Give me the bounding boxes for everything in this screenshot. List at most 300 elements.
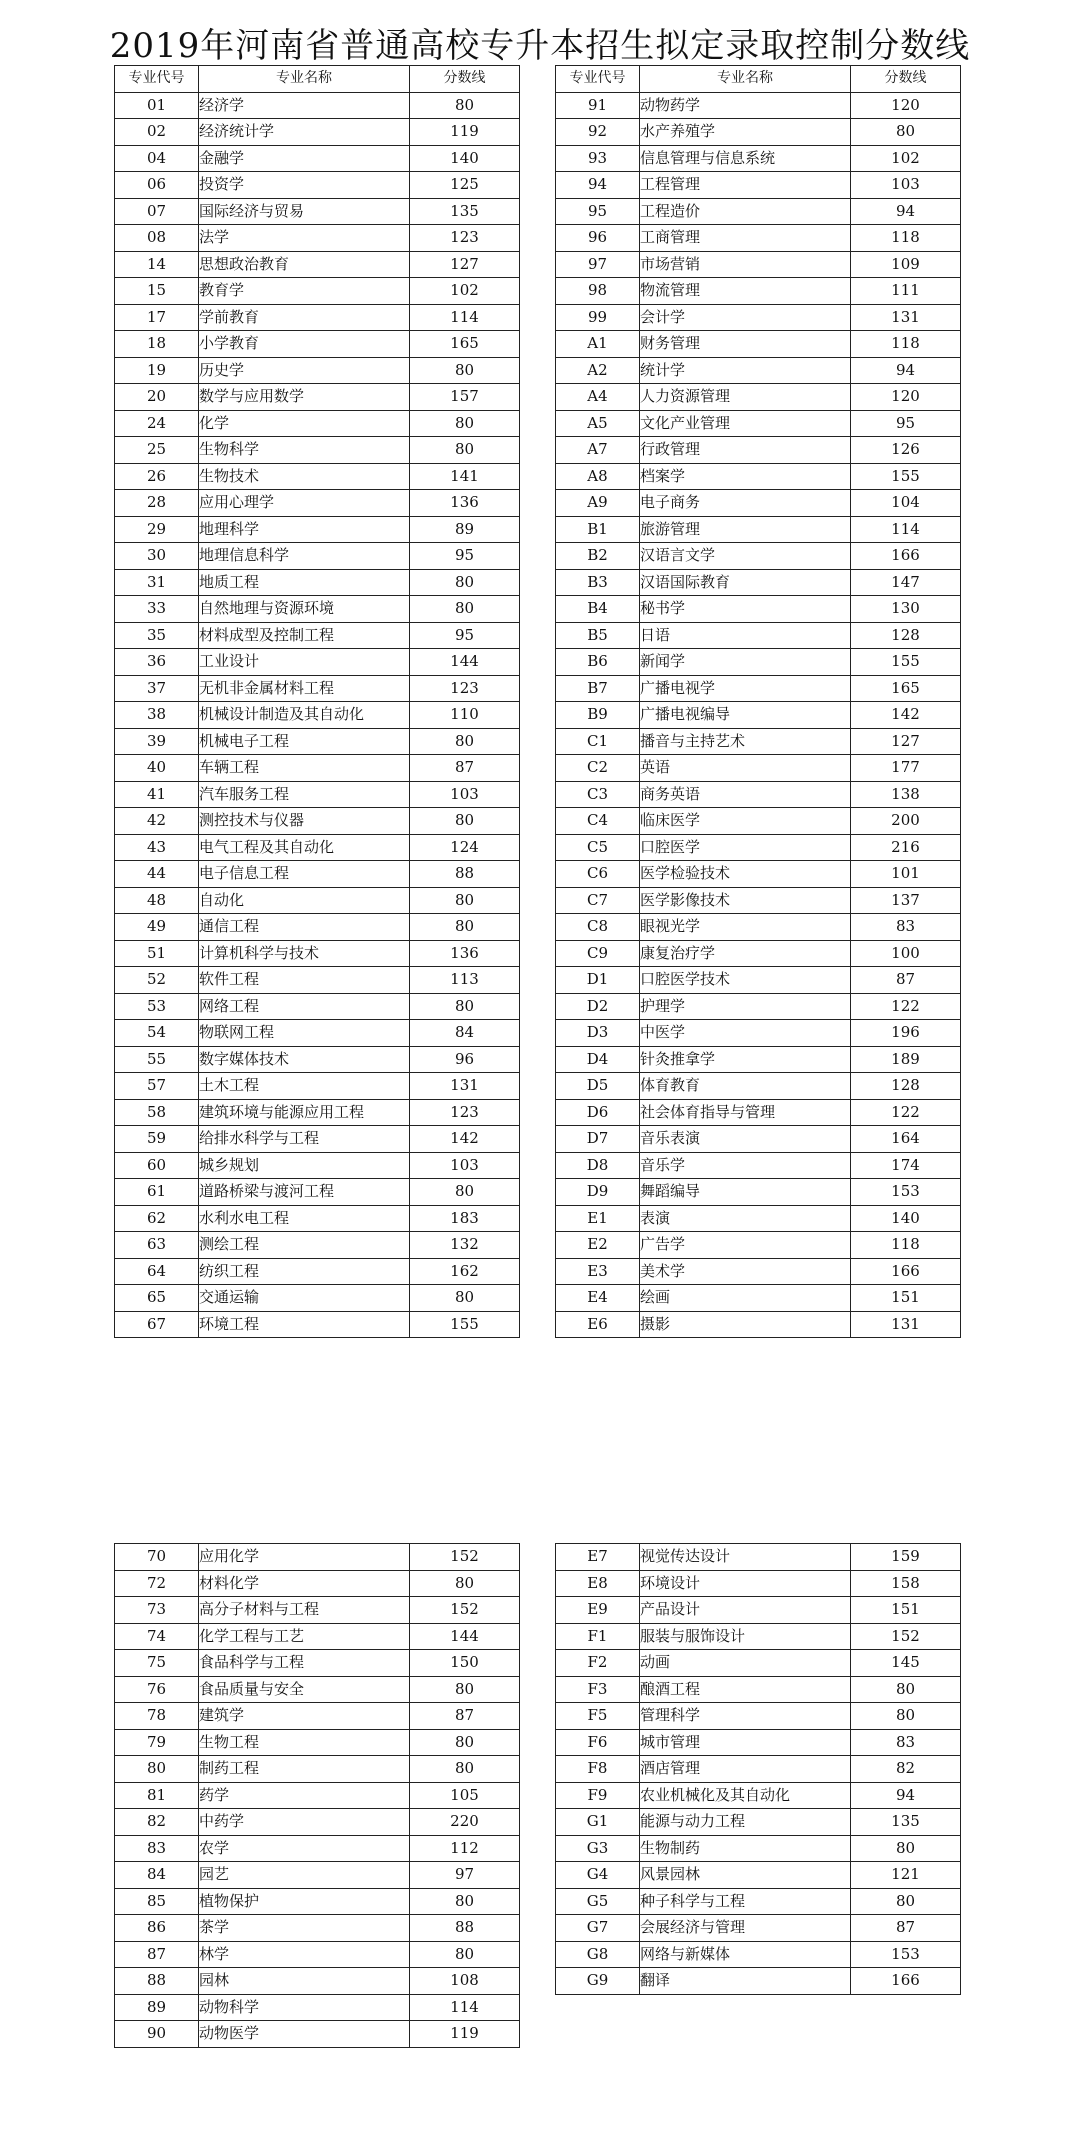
score-cell: 95	[410, 622, 520, 649]
major-code-cell: G3	[556, 1835, 640, 1862]
score-cell: 100	[851, 940, 961, 967]
major-code-cell: B6	[556, 649, 640, 676]
major-name-cell: 化学	[199, 410, 410, 437]
major-code-cell: 94	[556, 172, 640, 199]
table-row	[115, 1544, 520, 1571]
major-name-cell: 药学	[199, 1782, 410, 1809]
table-row	[115, 1597, 520, 1624]
major-code-cell: C5	[556, 834, 640, 861]
major-name-cell: 车辆工程	[199, 755, 410, 782]
major-name-cell: 绘画	[640, 1285, 851, 1312]
table-row	[115, 543, 520, 570]
major-code-cell: F6	[556, 1729, 640, 1756]
table-row	[115, 1809, 520, 1836]
major-code-cell: 82	[115, 1809, 199, 1836]
major-code-cell: D4	[556, 1046, 640, 1073]
major-code-cell: E6	[556, 1311, 640, 1338]
table-row	[115, 490, 520, 517]
score-cell: 87	[410, 755, 520, 782]
table-row	[556, 1809, 961, 1836]
score-cell: 87	[851, 1915, 961, 1942]
major-code-cell: 81	[115, 1782, 199, 1809]
score-cell: 166	[851, 1258, 961, 1285]
major-code-cell: 90	[115, 2021, 199, 2048]
score-cell: 80	[410, 596, 520, 623]
score-cell: 108	[410, 1968, 520, 1995]
table-row	[556, 1126, 961, 1153]
major-code-cell: A4	[556, 384, 640, 411]
major-code-cell: B5	[556, 622, 640, 649]
major-name-cell: 生物制药	[640, 1835, 851, 1862]
major-name-cell: 生物科学	[199, 437, 410, 464]
major-code-cell: 91	[556, 92, 640, 119]
score-cell: 144	[410, 649, 520, 676]
score-cell: 119	[410, 119, 520, 146]
major-code-cell: E2	[556, 1232, 640, 1259]
major-name-cell: 中药学	[199, 1809, 410, 1836]
major-name-cell: 酒店管理	[640, 1756, 851, 1783]
major-name-cell: 眼视光学	[640, 914, 851, 941]
major-name-cell: 测绘工程	[199, 1232, 410, 1259]
major-code-cell: G7	[556, 1915, 640, 1942]
major-code-cell: G9	[556, 1968, 640, 1995]
score-cell: 189	[851, 1046, 961, 1073]
major-name-cell: 会展经济与管理	[640, 1915, 851, 1942]
table-row	[556, 622, 961, 649]
score-cell: 80	[410, 357, 520, 384]
score-cell: 84	[410, 1020, 520, 1047]
major-code-cell: 59	[115, 1126, 199, 1153]
score-cell: 144	[410, 1623, 520, 1650]
table-row	[115, 728, 520, 755]
score-cell: 82	[851, 1756, 961, 1783]
major-name-cell: 农学	[199, 1835, 410, 1862]
table-row	[115, 1073, 520, 1100]
table-row	[115, 781, 520, 808]
header-score: 分数线	[410, 66, 520, 93]
major-name-cell: 酿酒工程	[640, 1676, 851, 1703]
major-code-cell: 72	[115, 1570, 199, 1597]
table-row	[556, 940, 961, 967]
table-row	[115, 1020, 520, 1047]
table-row	[556, 1756, 961, 1783]
major-name-cell: 日语	[640, 622, 851, 649]
major-code-cell: E1	[556, 1205, 640, 1232]
table-row	[115, 1311, 520, 1338]
major-code-cell: G5	[556, 1888, 640, 1915]
score-cell: 80	[410, 410, 520, 437]
major-code-cell: 60	[115, 1152, 199, 1179]
table-row	[556, 516, 961, 543]
major-code-cell: 14	[115, 251, 199, 278]
major-name-cell: 数学与应用数学	[199, 384, 410, 411]
table-row	[556, 1179, 961, 1206]
major-code-cell: 38	[115, 702, 199, 729]
major-name-cell: 园艺	[199, 1862, 410, 1889]
major-name-cell: 环境设计	[640, 1570, 851, 1597]
major-code-cell: C7	[556, 887, 640, 914]
major-name-cell: 统计学	[640, 357, 851, 384]
score-cell: 123	[410, 1099, 520, 1126]
table-row	[115, 1099, 520, 1126]
major-code-cell: 96	[556, 225, 640, 252]
score-cell: 101	[851, 861, 961, 888]
major-name-cell: 学前教育	[199, 304, 410, 331]
table-row	[115, 1941, 520, 1968]
score-cell: 95	[410, 543, 520, 570]
major-name-cell: 交通运输	[199, 1285, 410, 1312]
table-row	[556, 198, 961, 225]
score-cell: 138	[851, 781, 961, 808]
table-row	[556, 1152, 961, 1179]
major-name-cell: 食品质量与安全	[199, 1676, 410, 1703]
score-cell: 130	[851, 596, 961, 623]
major-name-cell: 医学检验技术	[640, 861, 851, 888]
score-cell: 152	[410, 1544, 520, 1571]
table-row	[556, 172, 961, 199]
score-cell: 125	[410, 172, 520, 199]
table-row	[115, 92, 520, 119]
table-row	[115, 1285, 520, 1312]
table-row	[556, 1046, 961, 1073]
score-cell: 103	[410, 781, 520, 808]
table-row	[115, 1126, 520, 1153]
major-name-cell: 能源与动力工程	[640, 1809, 851, 1836]
score-cell: 174	[851, 1152, 961, 1179]
header-code: 专业代号	[556, 66, 640, 93]
major-code-cell: 98	[556, 278, 640, 305]
major-code-cell: 93	[556, 145, 640, 172]
score-cell: 121	[851, 1862, 961, 1889]
major-code-cell: D8	[556, 1152, 640, 1179]
table-row	[556, 649, 961, 676]
score-cell: 123	[410, 675, 520, 702]
score-cell: 140	[410, 145, 520, 172]
page-title: 2019年河南省普通高校专升本招生拟定录取控制分数线	[109, 26, 971, 66]
score-cell: 141	[410, 463, 520, 490]
major-name-cell: 会计学	[640, 304, 851, 331]
score-cell: 80	[851, 1703, 961, 1730]
table-row	[556, 1888, 961, 1915]
table-row	[115, 649, 520, 676]
score-cell: 80	[410, 569, 520, 596]
score-cell: 114	[410, 304, 520, 331]
table-row	[115, 331, 520, 358]
table-row	[556, 1862, 961, 1889]
major-name-cell: 社会体育指导与管理	[640, 1099, 851, 1126]
score-cell: 114	[851, 516, 961, 543]
table-row	[115, 1862, 520, 1889]
major-code-cell: 43	[115, 834, 199, 861]
major-name-cell: 文化产业管理	[640, 410, 851, 437]
major-code-cell: C9	[556, 940, 640, 967]
major-name-cell: 建筑环境与能源应用工程	[199, 1099, 410, 1126]
major-name-cell: 中医学	[640, 1020, 851, 1047]
major-code-cell: 42	[115, 808, 199, 835]
major-code-cell: E7	[556, 1544, 640, 1571]
score-cell: 80	[410, 1570, 520, 1597]
major-code-cell: 39	[115, 728, 199, 755]
major-name-cell: 体育教育	[640, 1073, 851, 1100]
table-row	[115, 384, 520, 411]
table-header-row	[115, 66, 520, 93]
table-row	[115, 993, 520, 1020]
score-cell: 153	[851, 1941, 961, 1968]
score-cell: 109	[851, 251, 961, 278]
major-name-cell: 无机非金属材料工程	[199, 675, 410, 702]
major-name-cell: 舞蹈编导	[640, 1179, 851, 1206]
major-code-cell: 99	[556, 304, 640, 331]
score-cell: 147	[851, 569, 961, 596]
score-cell: 132	[410, 1232, 520, 1259]
major-name-cell: 广播电视学	[640, 675, 851, 702]
table-row	[556, 410, 961, 437]
major-code-cell: C8	[556, 914, 640, 941]
score-cell: 128	[851, 622, 961, 649]
major-code-cell: F9	[556, 1782, 640, 1809]
score-cell: 102	[851, 145, 961, 172]
score-cell: 200	[851, 808, 961, 835]
table-row	[115, 437, 520, 464]
score-cell: 142	[410, 1126, 520, 1153]
major-code-cell: 57	[115, 1073, 199, 1100]
major-name-cell: 农业机械化及其自动化	[640, 1782, 851, 1809]
major-code-cell: B7	[556, 675, 640, 702]
table-row	[556, 384, 961, 411]
score-cell: 131	[851, 1311, 961, 1338]
score-cell: 150	[410, 1650, 520, 1677]
major-name-cell: 服装与服饰设计	[640, 1623, 851, 1650]
table-row	[115, 1756, 520, 1783]
score-cell: 103	[851, 172, 961, 199]
score-cell: 220	[410, 1809, 520, 1836]
score-cell: 113	[410, 967, 520, 994]
major-name-cell: 材料成型及控制工程	[199, 622, 410, 649]
major-name-cell: 生物工程	[199, 1729, 410, 1756]
major-code-cell: 48	[115, 887, 199, 914]
table-row	[556, 1285, 961, 1312]
table-row	[115, 2021, 520, 2048]
score-cell: 157	[410, 384, 520, 411]
major-name-cell: 环境工程	[199, 1311, 410, 1338]
table-row	[556, 1544, 961, 1571]
major-name-cell: 临床医学	[640, 808, 851, 835]
major-name-cell: 市场营销	[640, 251, 851, 278]
score-cell: 88	[410, 861, 520, 888]
major-name-cell: 物联网工程	[199, 1020, 410, 1047]
major-code-cell: D3	[556, 1020, 640, 1047]
major-code-cell: 02	[115, 119, 199, 146]
score-cell: 83	[851, 914, 961, 941]
table-row	[556, 225, 961, 252]
table-row	[556, 755, 961, 782]
major-name-cell: 给排水科学与工程	[199, 1126, 410, 1153]
major-code-cell: C6	[556, 861, 640, 888]
score-cell: 166	[851, 543, 961, 570]
score-cell: 153	[851, 1179, 961, 1206]
major-name-cell: 经济学	[199, 92, 410, 119]
major-name-cell: 护理学	[640, 993, 851, 1020]
score-cell: 165	[410, 331, 520, 358]
score-cell: 128	[851, 1073, 961, 1100]
major-code-cell: B2	[556, 543, 640, 570]
major-name-cell: 秘书学	[640, 596, 851, 623]
major-name-cell: 投资学	[199, 172, 410, 199]
major-name-cell: 地理科学	[199, 516, 410, 543]
score-cell: 122	[851, 993, 961, 1020]
major-code-cell: 75	[115, 1650, 199, 1677]
table-row	[115, 1994, 520, 2021]
table-row	[115, 251, 520, 278]
major-code-cell: 89	[115, 1994, 199, 2021]
score-cell: 127	[851, 728, 961, 755]
major-name-cell: 管理科学	[640, 1703, 851, 1730]
major-name-cell: 人力资源管理	[640, 384, 851, 411]
major-name-cell: 产品设计	[640, 1597, 851, 1624]
major-name-cell: 美术学	[640, 1258, 851, 1285]
table-row	[115, 1835, 520, 1862]
table-row	[115, 516, 520, 543]
major-name-cell: 历史学	[199, 357, 410, 384]
major-name-cell: 计算机科学与技术	[199, 940, 410, 967]
major-code-cell: B9	[556, 702, 640, 729]
table-row	[115, 357, 520, 384]
major-code-cell: 64	[115, 1258, 199, 1285]
major-name-cell: 材料化学	[199, 1570, 410, 1597]
score-cell: 120	[851, 384, 961, 411]
table-row	[115, 1046, 520, 1073]
major-code-cell: 08	[115, 225, 199, 252]
table-row	[115, 940, 520, 967]
major-code-cell: 15	[115, 278, 199, 305]
score-cell: 216	[851, 834, 961, 861]
major-code-cell: F1	[556, 1623, 640, 1650]
score-cell: 80	[410, 1941, 520, 1968]
major-code-cell: 65	[115, 1285, 199, 1312]
major-name-cell: 动画	[640, 1650, 851, 1677]
table-row	[115, 172, 520, 199]
score-cell: 103	[410, 1152, 520, 1179]
major-code-cell: 44	[115, 861, 199, 888]
table-row	[556, 993, 961, 1020]
major-code-cell: 41	[115, 781, 199, 808]
major-name-cell: 工业设计	[199, 649, 410, 676]
major-code-cell: 67	[115, 1311, 199, 1338]
major-code-cell: 28	[115, 490, 199, 517]
major-name-cell: 汽车服务工程	[199, 781, 410, 808]
table-row	[556, 569, 961, 596]
score-cell: 152	[851, 1623, 961, 1650]
major-code-cell: 35	[115, 622, 199, 649]
major-code-cell: D5	[556, 1073, 640, 1100]
major-code-cell: F5	[556, 1703, 640, 1730]
major-code-cell: 29	[115, 516, 199, 543]
score-cell: 145	[851, 1650, 961, 1677]
major-name-cell: 地理信息科学	[199, 543, 410, 570]
table-row	[115, 1258, 520, 1285]
score-cell: 155	[851, 463, 961, 490]
table-row	[556, 1099, 961, 1126]
major-code-cell: 79	[115, 1729, 199, 1756]
major-code-cell: 78	[115, 1703, 199, 1730]
table-row	[556, 1020, 961, 1047]
major-name-cell: 财务管理	[640, 331, 851, 358]
major-name-cell: 动物药学	[640, 92, 851, 119]
major-code-cell: G8	[556, 1941, 640, 1968]
major-code-cell: A5	[556, 410, 640, 437]
major-name-cell: 城乡规划	[199, 1152, 410, 1179]
table-row	[115, 569, 520, 596]
major-code-cell: D6	[556, 1099, 640, 1126]
major-code-cell: 24	[115, 410, 199, 437]
major-code-cell: 86	[115, 1915, 199, 1942]
major-code-cell: 25	[115, 437, 199, 464]
major-name-cell: 土木工程	[199, 1073, 410, 1100]
score-cell: 166	[851, 1968, 961, 1995]
table-row	[115, 1888, 520, 1915]
major-name-cell: 园林	[199, 1968, 410, 1995]
major-name-cell: 自动化	[199, 887, 410, 914]
major-code-cell: 87	[115, 1941, 199, 1968]
major-name-cell: 广播电视编导	[640, 702, 851, 729]
score-cell: 155	[851, 649, 961, 676]
major-code-cell: 52	[115, 967, 199, 994]
major-code-cell: 92	[556, 119, 640, 146]
major-name-cell: 播音与主持艺术	[640, 728, 851, 755]
major-code-cell: 63	[115, 1232, 199, 1259]
major-name-cell: 生物技术	[199, 463, 410, 490]
score-cell: 112	[410, 1835, 520, 1862]
table-row	[556, 543, 961, 570]
score-cell: 196	[851, 1020, 961, 1047]
table-row	[556, 1941, 961, 1968]
score-cell: 80	[410, 993, 520, 1020]
major-name-cell: 电子商务	[640, 490, 851, 517]
score-cell: 137	[851, 887, 961, 914]
major-name-cell: 水产养殖学	[640, 119, 851, 146]
major-name-cell: 思想政治教育	[199, 251, 410, 278]
major-name-cell: 网络与新媒体	[640, 1941, 851, 1968]
score-cell: 155	[410, 1311, 520, 1338]
score-cell: 80	[410, 1285, 520, 1312]
table-row	[115, 887, 520, 914]
major-name-cell: 音乐学	[640, 1152, 851, 1179]
major-name-cell: 通信工程	[199, 914, 410, 941]
major-name-cell: 水利水电工程	[199, 1205, 410, 1232]
table-row	[115, 1915, 520, 1942]
major-name-cell: 工程管理	[640, 172, 851, 199]
table-row	[556, 1782, 961, 1809]
major-code-cell: 30	[115, 543, 199, 570]
major-code-cell: 80	[115, 1756, 199, 1783]
major-name-cell: 行政管理	[640, 437, 851, 464]
header-name: 专业名称	[640, 66, 851, 93]
table-row	[556, 1915, 961, 1942]
table-row	[556, 1232, 961, 1259]
score-cell: 126	[851, 437, 961, 464]
major-code-cell: 20	[115, 384, 199, 411]
table-row	[556, 92, 961, 119]
header-score: 分数线	[851, 66, 961, 93]
major-name-cell: 旅游管理	[640, 516, 851, 543]
score-cell: 119	[410, 2021, 520, 2048]
score-cell: 151	[851, 1597, 961, 1624]
score-cell: 80	[851, 1888, 961, 1915]
table-row	[115, 198, 520, 225]
major-name-cell: 视觉传达设计	[640, 1544, 851, 1571]
table-row	[115, 1152, 520, 1179]
major-name-cell: 风景园林	[640, 1862, 851, 1889]
